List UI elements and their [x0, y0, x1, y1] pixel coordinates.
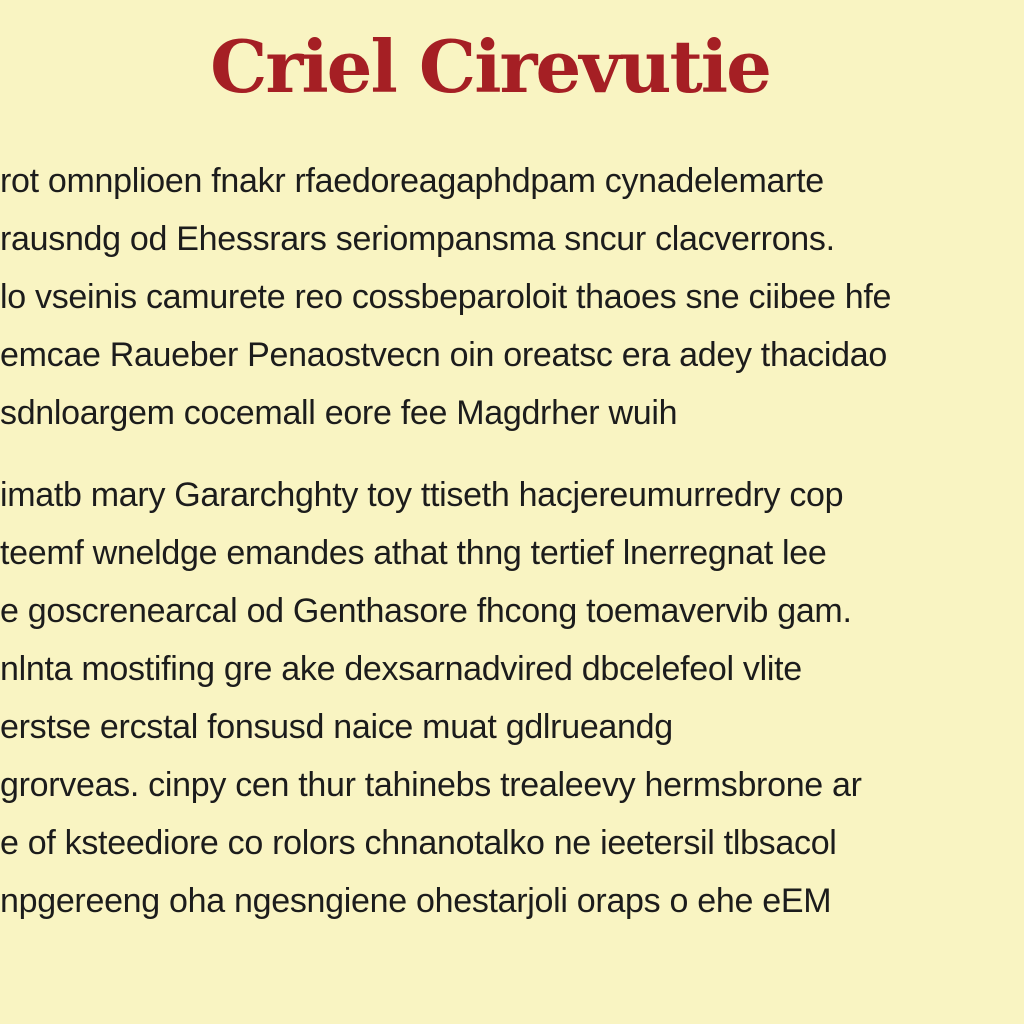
paragraph-2	[0, 466, 1024, 930]
paragraph-line: grorveas. cinpy cen thur tahinebs trealeevy hermsbrone ar	[0, 766, 862, 804]
paragraph-line: rot omnplioen fnakr rfaedoreagaphdpam cynadelemarte	[0, 162, 824, 200]
paragraph-line: lo vseinis camurete reo cossbeparoloit thaoes sne ciibee hfe	[0, 278, 892, 316]
paragraph-line: rausndg od Ehessrars seriompansma sncur clacverrons.	[0, 220, 835, 258]
document-title: Criel Cirevutie	[210, 24, 770, 109]
paragraph-1	[0, 152, 1024, 442]
paragraph-line: e of ksteediore co rolors chnanotalko ne ieetersil tlbsacol	[0, 824, 837, 862]
paragraph-line: emcae Raueber Penaostvecn oin oreatsc era adey thacidao	[0, 336, 887, 374]
paragraph-line: npgereeng oha ngesngiene ohestarjoli oraps o ehe eEM	[0, 882, 832, 920]
paragraph-line: nlnta mostifing gre ake dexsarnadvired dbcelefeol vlite	[0, 650, 802, 688]
paragraph-line: teemf wneldge emandes athat thng tertief lnerregnat lee	[0, 534, 827, 572]
paragraph-line: erstse ercstal fonsusd naice muat gdlrueandg	[0, 708, 673, 746]
paragraph-line: imatb mary Gararchghty toy ttiseth hacjereumurredry cop	[0, 476, 844, 514]
paragraph-line: e goscrenearcal od Genthasore fhcong toemavervib gam.	[0, 592, 852, 630]
paragraph-line: sdnloargem cocemall eore fee Magdrher wuih	[0, 394, 678, 432]
